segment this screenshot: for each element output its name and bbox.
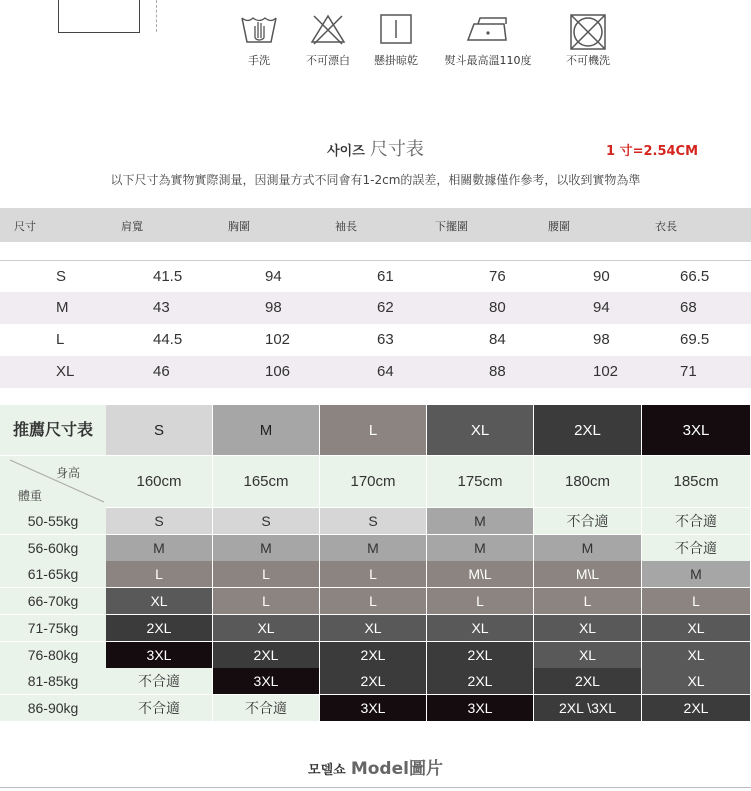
- recommend-cell: XL: [427, 615, 534, 642]
- recommend-cell: XL: [534, 642, 642, 669]
- height-weight-corner: [0, 456, 106, 508]
- measurement-cell: 98: [265, 299, 282, 316]
- recommend-cell: L: [320, 588, 427, 615]
- measurement-cell: 69.5: [680, 331, 710, 348]
- measurement-cell: 80: [489, 299, 506, 316]
- weight-cell: 61-65kg: [0, 561, 106, 588]
- recommend-cell: 3XL: [213, 668, 320, 695]
- measurement-cell: 102: [593, 363, 619, 380]
- measurement-row: [0, 356, 751, 388]
- measurement-row: [0, 324, 751, 356]
- measurement-cell: 46: [153, 363, 170, 380]
- recommend-cell: L: [427, 588, 534, 615]
- height-cell: 180cm: [534, 456, 642, 508]
- measurement-cell: L: [56, 331, 65, 348]
- recommend-cell: M: [534, 535, 642, 562]
- care-item-no-bleach: [290, 12, 366, 68]
- care-label: 熨斗最高溫110度: [444, 54, 532, 67]
- recommend-cell: 不合適: [642, 535, 751, 562]
- recommend-cell: 不合適: [106, 695, 213, 722]
- recommend-cell: 3XL: [320, 695, 427, 722]
- measurement-cell: 64: [377, 363, 394, 380]
- height-cell: 165cm: [213, 456, 320, 508]
- model-title-ko: 모델쇼: [308, 763, 346, 778]
- care-item-hand-wash: [221, 12, 297, 68]
- size-header-s: S: [106, 405, 213, 456]
- care-label: 不可機洗: [566, 54, 610, 67]
- recommend-cell: 2XL: [213, 642, 320, 669]
- measurement-row: [0, 260, 751, 293]
- recommend-cell: XL: [642, 615, 751, 642]
- measurement-cell: XL: [56, 363, 75, 380]
- recommend-cell: 2XL: [427, 642, 534, 669]
- weight-cell: 76-80kg: [0, 642, 106, 669]
- recommend-cell: 不合適: [213, 695, 320, 722]
- height-cell: 185cm: [642, 456, 751, 508]
- recommend-cell: XL: [106, 588, 213, 615]
- garment-dashed-edge: [156, 0, 157, 32]
- header-sleeve: 袖長: [335, 220, 357, 233]
- measurement-cell: 66.5: [680, 268, 710, 285]
- recommend-cell: 不合適: [106, 668, 213, 695]
- height-cell: 160cm: [106, 456, 213, 508]
- measurement-row: [0, 292, 751, 324]
- weight-cell: 66-70kg: [0, 588, 106, 615]
- recommend-cell: 2XL: [320, 668, 427, 695]
- recommend-cell: 2XL: [534, 668, 642, 695]
- measurement-cell: 106: [265, 363, 291, 380]
- recommend-cell: L: [534, 588, 642, 615]
- weight-label: 體重: [18, 489, 43, 503]
- recommend-cell: 不合適: [534, 508, 642, 535]
- recommend-cell: M: [427, 535, 534, 562]
- measurement-cell: 94: [265, 268, 282, 285]
- measurement-header-row: [0, 208, 751, 242]
- measurement-cell: 76: [489, 268, 506, 285]
- footer-divider: [0, 787, 751, 788]
- measurement-cell: M: [56, 299, 69, 316]
- model-title-zh: Model圖片: [350, 759, 443, 779]
- size-header-m: M: [213, 405, 320, 456]
- measurement-cell: S: [56, 268, 67, 285]
- recommend-cell: XL: [642, 668, 751, 695]
- measurement-cell: 71: [680, 363, 697, 380]
- recommend-cell: M: [320, 535, 427, 562]
- measurement-cell: 62: [377, 299, 394, 316]
- recommend-cell: L: [642, 588, 751, 615]
- header-size: 尺寸: [14, 220, 36, 233]
- measurement-cell: 90: [593, 268, 610, 285]
- height-cell: 170cm: [320, 456, 427, 508]
- recommend-cell: 2XL: [320, 642, 427, 669]
- measurement-cell: 68: [680, 299, 697, 316]
- recommend-cell: L: [213, 561, 320, 588]
- recommend-cell: M: [642, 561, 751, 588]
- recommend-cell: 不合適: [642, 508, 751, 535]
- size-header-xl: XL: [427, 405, 534, 456]
- measurement-cell: 63: [377, 331, 394, 348]
- care-label: 懸掛晾乾: [374, 54, 418, 67]
- recommend-cell: M: [106, 535, 213, 562]
- recommend-cell: M: [213, 535, 320, 562]
- recommend-cell: 2XL \3XL: [534, 695, 642, 722]
- recommend-cell: S: [320, 508, 427, 535]
- size-header-2xl: 2XL: [534, 405, 642, 456]
- recommend-cell: M\L: [534, 561, 642, 588]
- measurement-cell: 41.5: [153, 268, 183, 285]
- hang-dry-icon: [376, 12, 416, 46]
- size-title-zh: 尺寸表: [369, 139, 424, 160]
- measurement-cell: 84: [489, 331, 506, 348]
- recommend-cell: M\L: [427, 561, 534, 588]
- recommend-title: 推薦尺寸表: [0, 405, 106, 456]
- recommend-cell: XL: [213, 615, 320, 642]
- header-waist: 腰圍: [548, 220, 570, 233]
- measurement-cell: 94: [593, 299, 610, 316]
- measurement-cell: 43: [153, 299, 170, 316]
- recommend-cell: S: [213, 508, 320, 535]
- recommend-cell: 2XL: [106, 615, 213, 642]
- recommend-cell: L: [106, 561, 213, 588]
- header-length: 衣長: [655, 220, 677, 233]
- size-header-l: L: [320, 405, 427, 456]
- weight-cell: 71-75kg: [0, 615, 106, 642]
- recommend-cell: L: [320, 561, 427, 588]
- iron-icon: [464, 12, 512, 46]
- recommend-cell: XL: [642, 642, 751, 669]
- recommend-cell: L: [213, 588, 320, 615]
- header-hem: 下擺圍: [435, 220, 468, 233]
- weight-cell: 50-55kg: [0, 508, 106, 535]
- recommend-cell: 3XL: [106, 642, 213, 669]
- care-item-iron: [438, 12, 538, 68]
- care-item-hang-dry: [358, 12, 434, 68]
- recommend-cell: XL: [320, 615, 427, 642]
- size-header-3xl: 3XL: [642, 405, 751, 456]
- height-cell: 175cm: [427, 456, 534, 508]
- height-label: 身高: [55, 466, 80, 480]
- garment-outline: [58, 0, 140, 33]
- inch-conversion: 1 寸=2.54CM: [606, 144, 699, 159]
- measurement-cell: 61: [377, 268, 394, 285]
- recommend-cell: S: [106, 508, 213, 535]
- measurement-cell: 98: [593, 331, 610, 348]
- recommend-cell: XL: [534, 615, 642, 642]
- header-chest: 胸圍: [228, 220, 250, 233]
- recommend-cell: 2XL: [427, 668, 534, 695]
- no-machine-wash-icon: [568, 12, 608, 52]
- model-section-title: [0, 754, 751, 779]
- no-bleach-icon: [308, 12, 348, 46]
- recommend-table: [0, 405, 751, 720]
- hand-wash-icon: [239, 12, 279, 46]
- weight-cell: 81-85kg: [0, 668, 106, 695]
- care-label: 手洗: [248, 54, 270, 67]
- recommend-cell: 3XL: [427, 695, 534, 722]
- header-shoulder: 肩寬: [121, 220, 143, 233]
- measurement-cell: 88: [489, 363, 506, 380]
- measurement-cell: 102: [265, 331, 291, 348]
- weight-cell: 56-60kg: [0, 535, 106, 562]
- recommend-cell: 2XL: [642, 695, 751, 722]
- care-label: 不可漂白: [306, 54, 350, 67]
- recommend-cell: M: [427, 508, 534, 535]
- size-title-ko: 사이즈: [327, 144, 365, 159]
- care-item-no-machine-wash: [550, 12, 626, 68]
- weight-cell: 86-90kg: [0, 695, 106, 722]
- measurement-note: 以下尺寸為實物實際測量，因測量方式不同會有1-2cm的誤差，相關數據僅作參考，以收到實物為準: [110, 173, 641, 187]
- measurement-cell: 44.5: [153, 331, 183, 348]
